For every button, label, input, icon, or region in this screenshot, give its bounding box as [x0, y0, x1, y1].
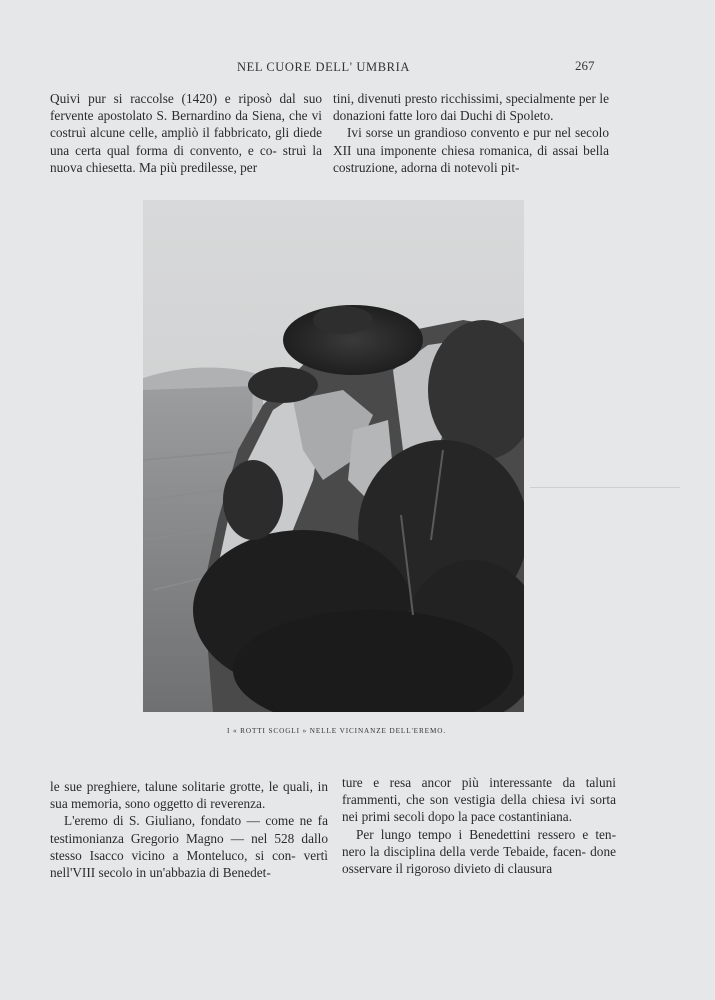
text-paragraph — [50, 778, 328, 812]
text-paragraph — [333, 90, 609, 124]
text-paragraph — [333, 124, 609, 176]
page-number: 267 — [575, 58, 595, 73]
text-line: per le donazioni fatte loro dai Duchi di Spoleto. — [333, 91, 609, 124]
bottom-left-text-column — [50, 778, 328, 881]
text-line: ture e resa ancor più interessante da taluni — [342, 775, 616, 790]
text-line: nero la disciplina della verde Tebaide, facen- — [342, 843, 586, 859]
top-right-text-column — [333, 90, 609, 176]
text-paragraph — [342, 774, 616, 826]
text-line: vertì nell'VIII secolo in un'abbazia di Benedet- — [50, 847, 328, 881]
text-line: in sua memoria, sono oggetto di reverenza. — [50, 779, 328, 812]
photograph-rocky-cliff — [143, 200, 524, 712]
text-paragraph — [342, 826, 616, 878]
text-line: assai bella costruzione, adorna di notevoli pit- — [333, 142, 610, 175]
text-paragraph — [50, 90, 322, 176]
divider-line — [530, 487, 680, 488]
text-line: Quivi pur si raccolse (1420) e riposò dal suo — [50, 91, 322, 106]
text-line: dallo stesso Isacco vicino a Monteluco, si con- — [50, 830, 329, 863]
text-line: frammenti, che son vestigia della chiesa ivi sorta — [342, 792, 616, 808]
text-line: vi costruì alcune celle, ampliò il fabbricato, gli — [50, 108, 322, 141]
text-line: fa testimonianza Gregorio Magno — nel 528 — [50, 813, 328, 846]
text-line: tini, divenuti presto ricchissimi, specialmente — [333, 91, 576, 106]
text-line: Ivi sorse un grandioso convento e pur nel — [347, 125, 572, 141]
running-title: NEL CUORE DELL' UMBRIA — [237, 60, 410, 74]
text-line: Per lungo tempo i Benedettini ressero e ten- — [356, 826, 616, 842]
figure-caption: I « ROTTI SCOGLI » NELLE VICINANZE DELL'EREMO. — [227, 727, 447, 735]
photo-illustration — [143, 200, 524, 712]
top-left-text-column — [50, 90, 322, 176]
text-line: diede una certa qual forma di convento, e co- — [50, 125, 322, 158]
text-line: le sue preghiere, talune solitarie grotte, le quali, — [50, 779, 313, 794]
text-paragraph — [50, 812, 328, 881]
bottom-right-text-column — [342, 774, 616, 877]
text-line: fervente apostolato S. Bernardino da Siena, che — [50, 108, 308, 124]
text-line: L'eremo di S. Giuliano, fondato — come ne — [64, 813, 313, 829]
text-line: struì la nuova chiesetta. Ma più predilesse, per — [50, 142, 322, 175]
text-line: secolo XII una imponente chiesa romanica, di — [333, 125, 610, 158]
text-line: done osservare il rigoroso divieto di clausura — [342, 843, 617, 877]
text-line: nei primi secoli dopo la pace costantiniana. — [342, 809, 573, 825]
